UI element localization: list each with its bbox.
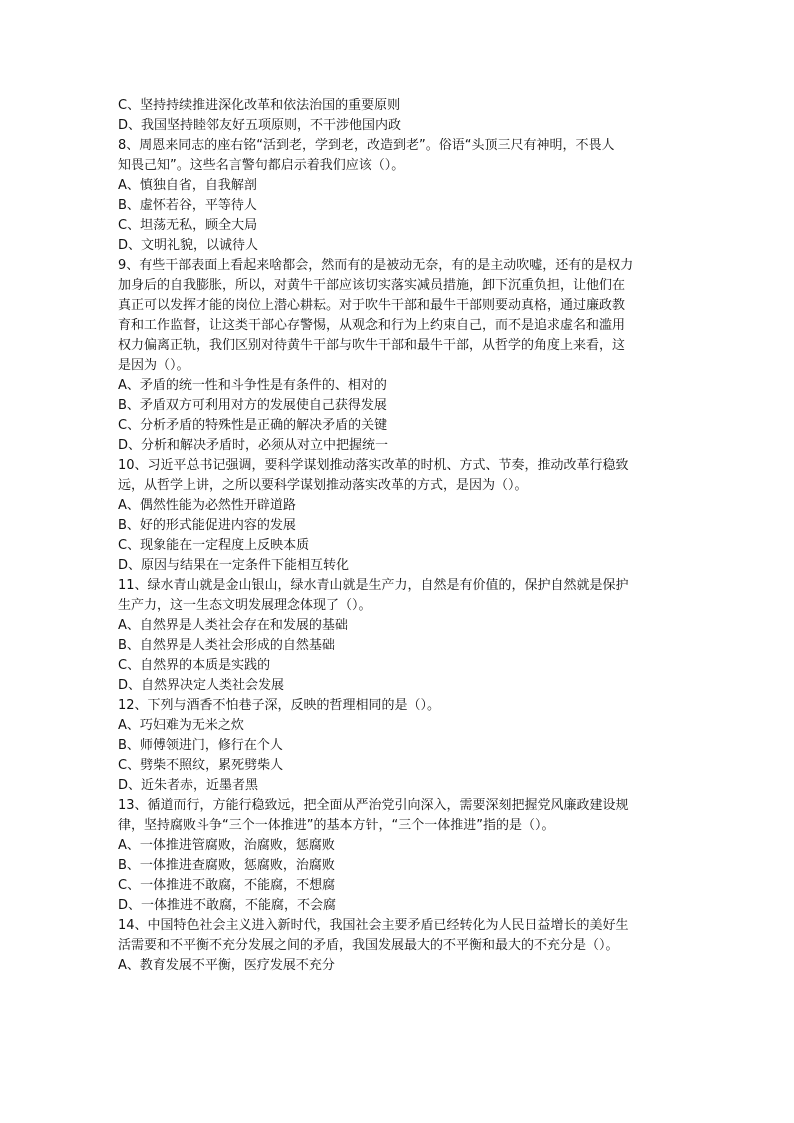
text-line: D、近朱者赤，近墨者黑 (118, 778, 259, 793)
text-line: B、一体推进查腐败，惩腐败，治腐败 (118, 858, 335, 873)
question-stem (118, 256, 678, 376)
answer-option (118, 716, 678, 736)
answer-option (118, 216, 678, 236)
answer-option (118, 516, 678, 536)
question-stem (118, 696, 678, 716)
text-line: 13、循道而行，方能行稳致远，把全面从严治党引向深入，需要深刻把握党风廉政建设规 (118, 798, 629, 813)
text-line: 活需要和不平衡不充分发展之间的矛盾，我国发展最大的不平衡和最大的不充分是（）。 (118, 938, 619, 953)
answer-option (118, 876, 678, 896)
answer-option (118, 96, 678, 116)
answer-option (118, 676, 678, 696)
text-line: 律，坚持腐败斗争“三个一体推进”的基本方针，“三个一体推进”指的是（）。 (118, 818, 555, 833)
document-body (118, 96, 678, 976)
text-line: D、我国坚持睦邻友好五项原则，不干涉他国内政 (118, 118, 402, 133)
question-stem (118, 136, 678, 176)
answer-option (118, 496, 678, 516)
text-line: A、矛盾的统一性和斗争性是有条件的、相对的 (118, 378, 387, 393)
text-line: A、慎独自省，自我解剖 (118, 178, 257, 193)
text-line: 知畏己知”。这些名言警句都启示着我们应该（）。 (118, 158, 405, 173)
text-line: D、自然界决定人类社会发展 (118, 678, 285, 693)
answer-option (118, 736, 678, 756)
answer-option (118, 396, 678, 416)
text-line: B、虚怀若谷，平等待人 (118, 198, 257, 213)
answer-option (118, 176, 678, 196)
text-line: C、一体推进不敢腐，不能腐，不想腐 (118, 878, 336, 893)
answer-option (118, 416, 678, 436)
answer-option (118, 436, 678, 456)
text-line: 真正可以发挥才能的岗位上潜心耕耘。对于吹牛干部和最牛干部则要动真格，通过廉政教 (118, 298, 626, 313)
answer-option (118, 196, 678, 216)
text-line: 12、下列与酒香不怕巷子深，反映的哲理相同的是（）。 (118, 698, 441, 713)
text-line: A、一体推进管腐败，治腐败，惩腐败 (118, 838, 335, 853)
answer-option (118, 756, 678, 776)
answer-option (118, 776, 678, 796)
text-line: D、文明礼貌，以诚待人 (118, 238, 259, 253)
text-line: C、现象能在一定程度上反映本质 (118, 538, 310, 553)
text-line: D、分析和解决矛盾时，必须从对立中把握统一 (118, 438, 389, 453)
text-line: 9、有些干部表面上看起来啥都会，然而有的是被动无奈，有的是主动吹嘘，还有的是权力 (118, 258, 634, 273)
text-line: 10、习近平总书记强调，要科学谋划推动落实改革的时机、方式、节奏，推动改革行稳致 (118, 458, 629, 473)
text-line: B、矛盾双方可利用对方的发展使自己获得发展 (118, 398, 387, 413)
answer-option (118, 636, 678, 656)
question-stem (118, 916, 678, 956)
answer-option (118, 556, 678, 576)
answer-option (118, 536, 678, 556)
text-line: A、自然界是人类社会存在和发展的基础 (118, 618, 348, 633)
text-line: 育和工作监督，让这类干部心存警惕，从观念和行为上约束自己，而不是追求虚名和滥用 (118, 318, 626, 333)
text-line: C、坦荡无私，顾全大局 (118, 218, 258, 233)
text-line: A、巧妇难为无米之炊 (118, 718, 244, 733)
text-line: A、偶然性能为必然性开辟道路 (118, 498, 296, 513)
question-stem (118, 576, 678, 616)
text-line: 是因为（）。 (118, 358, 190, 373)
text-line: D、原因与结果在一定条件下能相互转化 (118, 558, 350, 573)
text-line: 加身后的自我膨胀，所以，对黄牛干部应该切实落实减员措施，卸下沉重负担，让他们在 (118, 278, 626, 293)
text-line: C、自然界的本质是实践的 (118, 658, 271, 673)
answer-option (118, 376, 678, 396)
answer-option (118, 896, 678, 916)
text-line: C、坚持持续推进深化改革和依法治国的重要原则 (118, 98, 401, 113)
question-stem (118, 796, 678, 836)
text-line: D、一体推进不敢腐，不能腐，不会腐 (118, 898, 337, 913)
text-line: B、自然界是人类社会形成的自然基础 (118, 638, 335, 653)
answer-option (118, 656, 678, 676)
text-line: 8、周恩来同志的座右铭“活到老，学到老，改造到老”。俗语“头顶三尺有神明，不畏人 (118, 138, 615, 153)
answer-option (118, 236, 678, 256)
text-line: 远，从哲学上讲，之所以要科学谋划推动落实改革的方式，是因为（）。 (118, 478, 528, 493)
text-line: C、分析矛盾的特殊性是正确的解决矛盾的关键 (118, 418, 388, 433)
answer-option (118, 856, 678, 876)
answer-option (118, 616, 678, 636)
text-line: 权力偏离正轨，我们区别对待黄牛干部与吹牛干部和最牛干部，从哲学的角度上来看，这 (118, 338, 626, 353)
text-line: C、劈柴不照纹，累死劈柴人 (118, 758, 284, 773)
text-line: A、教育发展不平衡，医疗发展不充分 (118, 958, 335, 973)
text-line: B、好的形式能促进内容的发展 (118, 518, 296, 533)
text-line: B、师傅领进门，修行在个人 (118, 738, 283, 753)
text-line: 11、绿水青山就是金山银山，绿水青山就是生产力，自然是有价值的，保护自然就是保护 (118, 578, 629, 593)
question-stem (118, 456, 678, 496)
answer-option (118, 116, 678, 136)
text-line: 生产力，这一生态文明发展理念体现了（）。 (118, 598, 372, 613)
answer-option (118, 956, 678, 976)
answer-option (118, 836, 678, 856)
text-line: 14、中国特色社会主义进入新时代，我国社会主要矛盾已经转化为人民日益增长的美好生 (118, 918, 629, 933)
